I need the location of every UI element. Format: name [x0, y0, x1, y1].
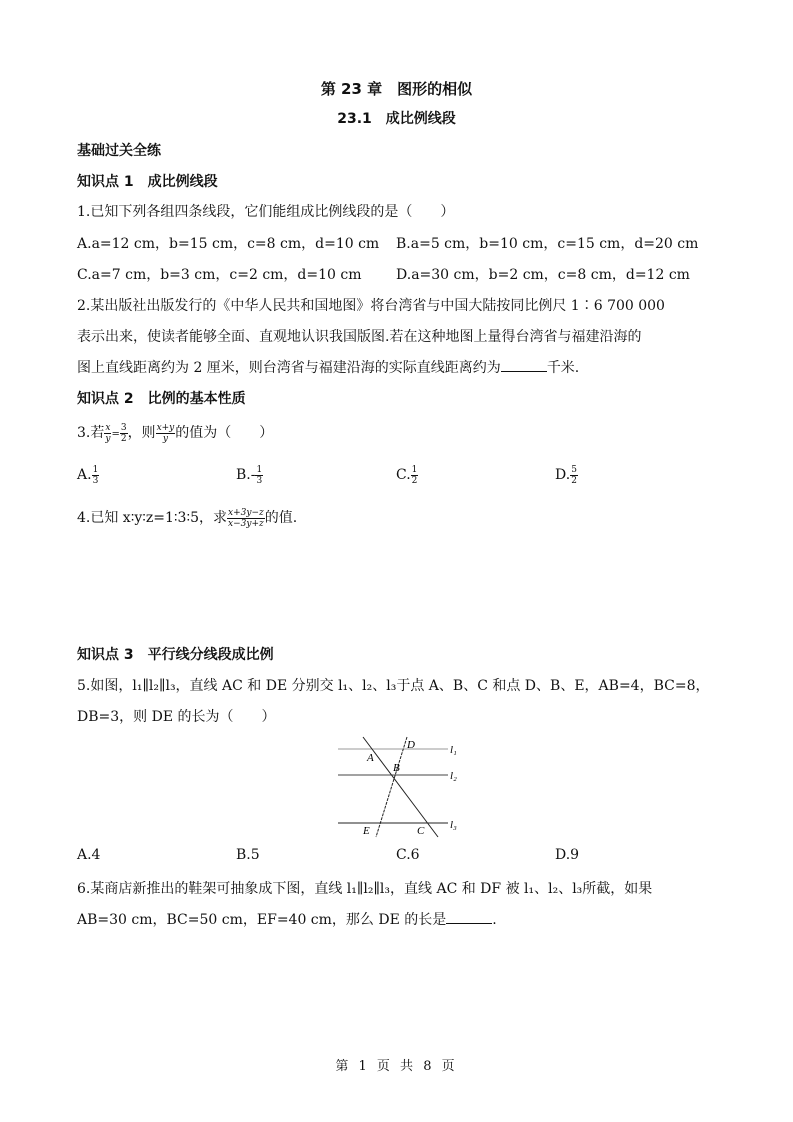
knowledge-point-2: 知识点 2 比例的基本性质: [77, 391, 246, 407]
answer-blank[interactable]: [501, 359, 547, 372]
q1-option-b: B.a=5 cm，b=10 cm，c=15 cm，d=20 cm: [396, 236, 699, 252]
question-1-stem: 1.已知下列各组四条线段，它们能组成比例线段的是（ ）: [77, 204, 455, 220]
chapter-title: 第 23 章 图形的相似: [320, 80, 473, 98]
q5-option-a: A.4: [77, 847, 101, 863]
line-ac: [363, 737, 438, 837]
knowledge-point-3: 知识点 3 平行线分线段成比例: [77, 647, 274, 663]
q3-option-d: D. $\frac{5}{2}$: [555, 464, 577, 486]
question-2-line-1: 2.某出版社出版发行的《中华人民共和国地图》将台湾省与中国大陆按同比例尺 1∶6 700 000: [77, 298, 665, 314]
q1-option-d: D.a=30 cm，b=2 cm，c=8 cm，d=12 cm: [396, 267, 690, 283]
q1-option-a: A.a=12 cm，b=15 cm，c=8 cm，d=10 cm: [77, 236, 380, 252]
question-2-line-2: 表示出来，使读者能够全面、直观地认识我国版图.若在这种地图上量得台湾省与福建沿海的: [77, 329, 642, 345]
q3-option-b: B.- $\frac{1}{3}$: [236, 464, 263, 486]
label-c: C: [417, 825, 425, 837]
fraction-x-over-y: $\frac{x}{y}$: [105, 422, 111, 444]
question-6-line-2: AB=30 cm，BC=50 cm，EF=40 cm，那么 DE 的长是 .: [77, 912, 497, 928]
fraction-xy-over-y: $\frac{x+y}{y}$: [156, 422, 175, 444]
page-footer: 第 1 页 共 8 页: [335, 1059, 458, 1074]
q5-option-c: C.6: [396, 847, 420, 863]
q5-option-d: D.9: [555, 847, 580, 863]
practice-heading: 基础过关全练: [77, 143, 161, 159]
fraction-q4: $\frac{x+3y-z}{x-3y+z}$: [228, 507, 264, 529]
label-e: E: [363, 825, 370, 837]
q3-option-c: C. $\frac{1}{2}$: [396, 464, 418, 486]
label-l2: l₂: [450, 770, 457, 782]
q3-option-a: A. $\frac{1}{3}$: [77, 464, 99, 486]
line-de: [376, 737, 407, 837]
question-5-line-2: DB=3，则 DE 的长为（ ）: [77, 709, 276, 725]
label-l1: l₁: [450, 744, 457, 756]
q1-option-c: C.a=7 cm，b=3 cm，c=2 cm，d=10 cm: [77, 267, 362, 283]
label-a: A: [367, 752, 374, 764]
knowledge-point-1: 知识点 1 成比例线段: [77, 174, 218, 190]
question-2-line-3: 图上直线距离约为 2 厘米，则台湾省与福建沿海的实际直线距离约为 千米.: [77, 360, 580, 376]
label-b: B: [393, 762, 400, 774]
question-5-line-1: 5.如图，l₁∥l₂∥l₃，直线 AC 和 DE 分别交 l₁、l₂、l₃于点 A、B、C 和点 D、B、E，AB=4，BC=8，: [77, 678, 710, 694]
fraction-3-over-2: $\frac{3}{2}$: [120, 422, 127, 444]
question-3-stem: 3.若 $\frac{x}{y}$ = $\frac{3}{2}$ ，则 $\frac{x+y}{y}$ 的值为（ ）: [77, 422, 274, 444]
q5-option-b: B.5: [236, 847, 260, 863]
question-6-line-1: 6.某商店新推出的鞋架可抽象成下图，直线 l₁∥l₂∥l₃，直线 AC 和 DF 被 l₁、l₂、l₃所截，如果: [77, 881, 653, 897]
parallel-lines-figure: [330, 733, 470, 841]
question-4: 4.已知 x∶y∶z=1∶3∶5，求 $\frac{x+3y-z}{x-3y+z}$ 的值.: [77, 507, 298, 529]
label-d: D: [407, 739, 415, 751]
section-title: 23.1 成比例线段: [337, 111, 456, 127]
label-l3: l₃: [450, 819, 457, 831]
answer-blank[interactable]: [446, 911, 492, 924]
